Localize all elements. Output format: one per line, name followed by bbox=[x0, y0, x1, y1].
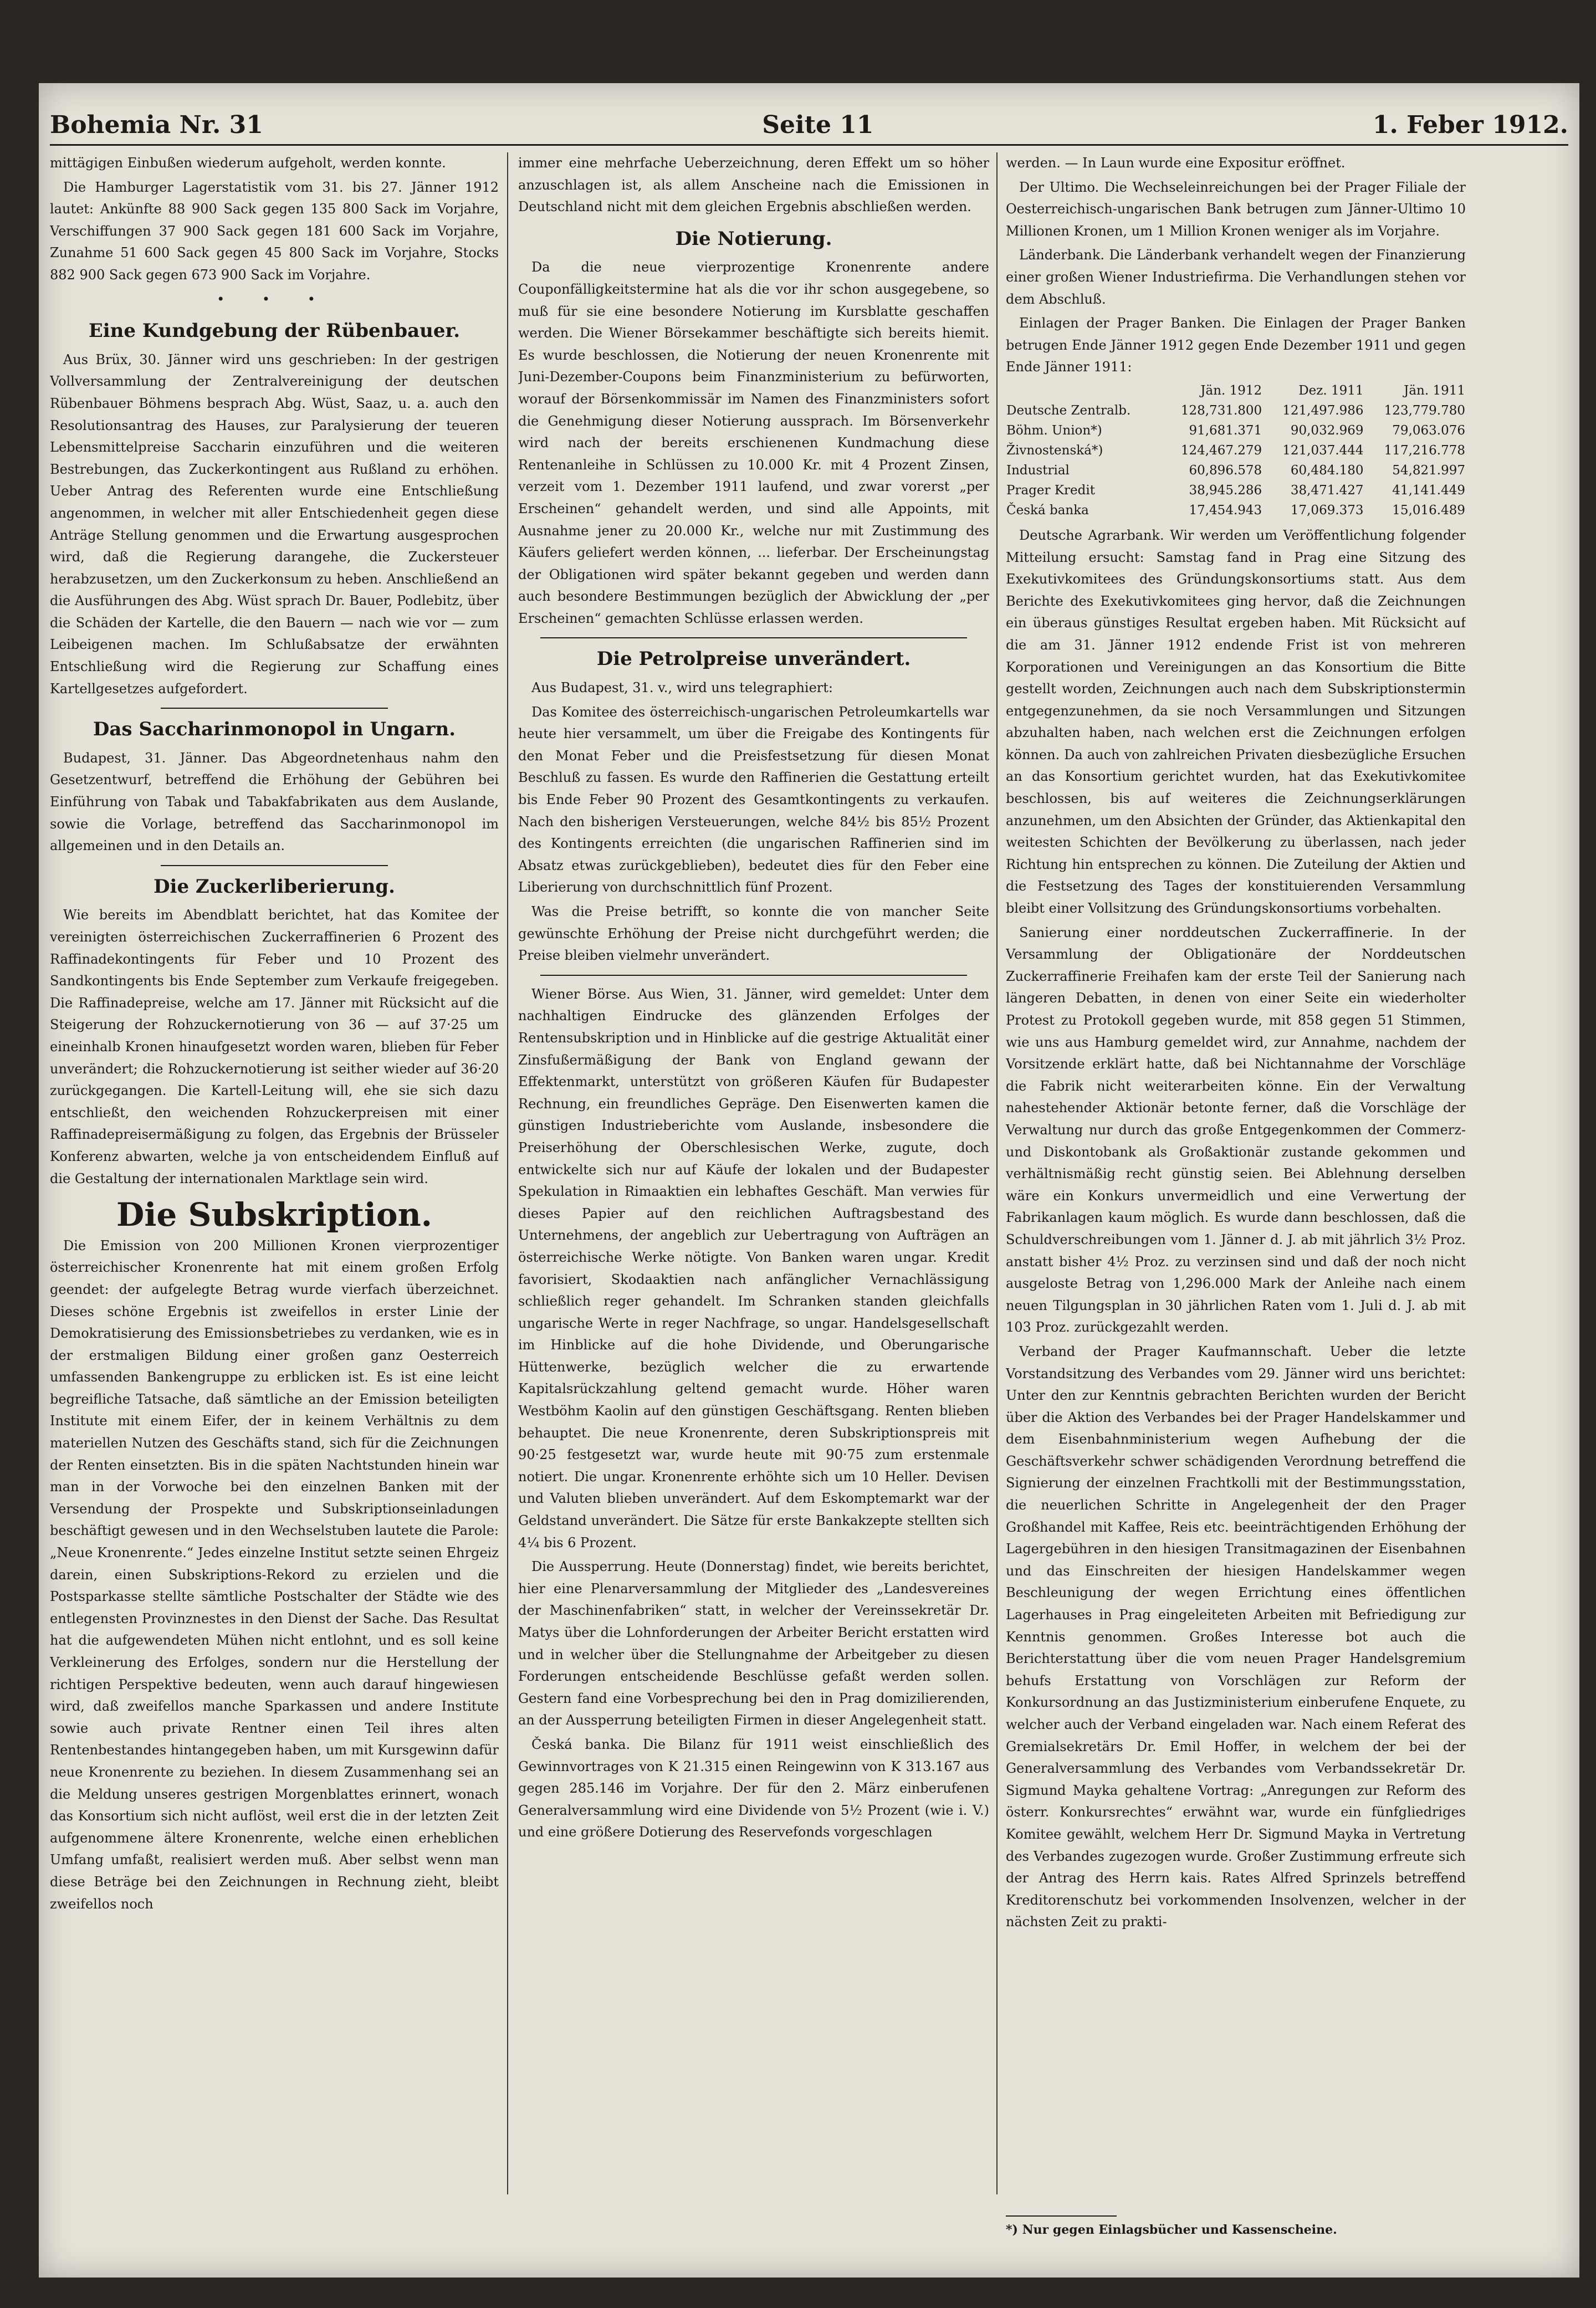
page-header bbox=[50, 105, 1568, 146]
article-text: Aus Budapest, 31. v., wird uns telegraphiert: bbox=[531, 680, 833, 696]
article-text: Der Ultimo. Die Wechseleinreichungen bei der Prager Filiale der Oesterreichisch-ungarischen Bank betrugen zum Jänner-Ultimo 10 Millionen Kronen, um 1 Million Kronen weniger als im Vorjahre. bbox=[1006, 179, 1466, 239]
table-cell: 38,945.286 bbox=[1189, 483, 1262, 498]
article-text: Budapest, 31. Jänner. Das Abgeordnetenhaus nahm den Gesetzentwurf, betreffend die Erhöhung der Gebühren bei Einführung von Tabak und Tabakfabrikaten aus dem Auslande, sowie die Vorlage, betreffend das Saccharinmonopol im allgemeinen und in den Details an. bbox=[50, 750, 499, 854]
article-text: mittägigen Einbußen wiederum aufgeholt, werden konnte. bbox=[50, 155, 446, 171]
column-2 bbox=[518, 152, 989, 2194]
article-text: immer eine mehrfache Ueberzeichnung, deren Effekt um so höher anzuschlagen ist, als allem Anscheine nach die Emissionen in Deutschland nicht mit dem gleichen Ergebnis abschließen werden. bbox=[518, 155, 989, 215]
table-cell: 15,016.489 bbox=[1392, 503, 1465, 518]
table-header-cell bbox=[1006, 381, 1161, 401]
divider bbox=[540, 637, 967, 638]
table-cell: 54,821.997 bbox=[1392, 463, 1465, 478]
headline: Das Saccharinmonopol in Ungarn. bbox=[93, 718, 456, 741]
article-text: Die Emission von 200 Millionen Kronen vierprozentiger österreichischer Kronenrente hat mit einem großen Erfolg geendet: der aufgelegte Betrag wurde vierfach überzeichnet. Dieses schöne Ergebnis ist zweifellos in erster Linie der Demokratisierung des Emissionsbetriebes zu verdanken, wie es in der erstmaligen Bildung einer großen ganz Oesterreich umfassenden Bankengruppe zu erblicken ist. Es ist eine leicht begreifliche Tatsache, daß sämtliche an der Emission beteiligten Institute mit einem Eifer, der in keinem Verhältnis zu dem materiellen Nutzen des Geschäfts stand, sich für die Zeichnungen der Renten einsetzten. Bis in die späten Nachtstunden hinein war man in der Vorwoche bei den einzelnen Banken mit der Versendung der Prospekte und Subskriptionseinladungen beschäftigt gewesen und in den Wechselstuben lautete die Parole: „Neue Kronenrente.“ Jedes einzelne Institut setzte seinen Ehrgeiz darein, einen Subskriptions-Rekord zu erzielen und die Postsparkasse stellte sämtliche Postschalter der Städte wie des entlegensten Provinznestes in den Dienst der Sache. Das Resultat hat die aufgewendeten Mühen nicht entlohnt, und es soll keine Verkleinerung des Erfolges, sondern nur die Herstellung der richtigen Perspektive bedeuten, wenn auch darauf hingewiesen wird, daß zweifellos manche Sparkassen und andere Institute sowie auch private Rentner einen Teil ihres alten Rentenbestandes hintangegeben haben, um mit Kursgewinn dafür neue Kronenrente zu beziehen. In diesem Zusammenhang sei an die Meldung unseres gestrigen Morgenblattes erinnert, wonach das Konsortium sich nicht auflöst, weil erst die in der letzten Zeit aufgenommene ältere Kronenrente, welche einen erheblichen Umfang umfaßt, realisiert werden muß. Aber selbst wenn man diese Beträge bei den Zeichnungen in Rechnung zieht, bleibt zweifellos noch bbox=[50, 1237, 499, 1912]
table-cell: 91,681.371 bbox=[1189, 423, 1262, 438]
table-cell: 117,216.778 bbox=[1384, 443, 1465, 458]
table-cell: 17,454.943 bbox=[1189, 503, 1262, 518]
header-date: 1. Feber 1912. bbox=[1372, 110, 1568, 139]
article-text: Einlagen der Prager Banken. Die Einlagen der Prager Banken betrugen Ende Jänner 1912 gegen Ende Dezember 1911 und gegen Ende Jänner 1911: bbox=[1006, 315, 1466, 375]
bank-name: Deutsche Zentralb. bbox=[1006, 403, 1131, 418]
headline-large: Die Subskription. bbox=[116, 1196, 432, 1234]
header-page-number: Seite 11 bbox=[762, 110, 874, 139]
article-text: Česká banka. Die Bilanz für 1911 weist einschließlich des Gewinnvortrages von K 21.315 einen Reingewinn von K 313.167 aus gegen 285.146 im Vorjahre. Der für den 2. März einberufenen Generalversammlung wird eine Dividende von 5½ Prozent (wie i. V.) und eine größere Dotierung des Reservefonds vorgeschlagen bbox=[518, 1736, 989, 1840]
section-separator: • • • bbox=[217, 291, 332, 307]
table-cell: 121,037.444 bbox=[1282, 443, 1364, 458]
footnote-rule bbox=[1006, 2215, 1117, 2217]
table-row bbox=[1006, 421, 1466, 441]
bank-name: Prager Kredit bbox=[1006, 483, 1095, 498]
header-paper-issue: Bohemia Nr. 31 bbox=[50, 110, 263, 139]
article-text: Verband der Prager Kaufmannschaft. Ueber die letzte Vorstandsitzung des Verbandes vom 29. Jänner wird uns berichtet: Unter den zur Kenntnis gebrachten Berichten wurden der Bericht über die Aktion des Verbandes bei der Prager Handelskammer und dem Eisenbahnministerium wegen Aufhebung der die Geschäftsverkehr schwer schädigenden Verordnung betreffend die Signierung der einzelnen Frachtkolli mit der Bestimmungsstation, die neuerlichen Schritte in Angelegenheit der den Prager Großhandel mit Kaffee, Reis etc. beeinträchtigenden Erhöhung der Lagergebühren in den hiesigen Transitmagazinen der Eisenbahnen und das Einschreiten der hiesigen Handelskammer wegen Beschleunigung der wegen Errichtung eines öffentlichen Lagerhauses in Prag eingeleiteten Arbeiten mit Befriedigung zur Kenntnis genommen. Großes Interesse bot auch die Berichterstattung über die vom neuen Prager Handelsgremium behufs Erstattung von Vorschlägen zur Reform der Konkursordnung an das Justizministerium einberufene Enquete, zu welcher auch der Verband eingeladen war. Nach einem Referat des Gremialsekretärs Dr. Emil Hoffer, in welchem der bei der Generalversammlung des Verbandes vom Verbandssekretär Dr. Sigmund Mayka gehaltene Vortrag: „Anregungen zur Reform des österr. Konkursrechtes“ erwähnt war, wurde ein fünfgliedriges Komitee gewählt, welchem Herr Dr. Sigmund Mayka in Vertretung des Verbandes zugezogen wurde. Großer Zustimmung erfreute sich der Antrag des Herrn kais. Rates Alfred Sprinzels betreffend Kreditorenschutz bei vorkommenden Insolvenzen, welcher in der nächsten Zeit zu prakti- bbox=[1006, 1343, 1466, 1930]
article-text: Länderbank. Die Länderbank verhandelt wegen der Finanzierung einer großen Wiener Industriefirma. Die Verhandlungen stehen vor dem Abschluß. bbox=[1006, 247, 1466, 307]
article-text: werden. — In Laun wurde eine Expositur eröffnet. bbox=[1006, 155, 1346, 171]
table-row bbox=[1006, 441, 1466, 460]
article-text: Da die neue vierprozentige Kronenrente andere Couponfälligkeitstermine hat als die vor ihr schon ausgegebene, so muß für sie eine besondere Notierung im Kursblatte geschaffen werden. Die Wiener Börsekammer beschäftigte sich bereits hiemit. Es wurde beschlossen, die Notierung der neuen Kronenrente mit Juni-Dezember-Coupons beim Finanzministerium zu befürworten, worauf der Börsenkommissär im Namen des Finanzministers sofort die Genehmigung dieser Notierung aussprach. Im Börsenverkehr wird nach der bereits erschienenen Kundmachung diese Rentenanleihe in Schlüssen zu 10.000 Kr. mit 4 Prozent Zinsen, verzeit vom 1. Dezember 1911 laufend, und zwar vorerst „per Erscheinen“ gehandelt werden, und sind alle Appoints, mit Ausnahme jener zu 20.000 Kr., welche nur mit Zustimmung des Käufers geliefert werden können, ... lieferbar. Der Erscheinungstag der Obligationen wird später bekannt gegeben und werden dann auch besondere Bestimmungen bezüglich der Abwicklung der „per Erscheinen“ gemachten Schlüsse erlassen werden. bbox=[518, 259, 989, 626]
subheadline: Die Notierung. bbox=[675, 227, 832, 250]
table-row bbox=[1006, 401, 1466, 421]
table-cell: 38,471.427 bbox=[1290, 483, 1364, 498]
table-cell: 121,497.986 bbox=[1282, 403, 1364, 418]
article-text: Aus Brüx, 30. Jänner wird uns geschrieben: In der gestrigen Vollversammlung der Zentralvereinigung der deutschen Rübenbauer Böhmens besprach Abg. Wüst, Saaz, u. a. auch den Resolutionsantrag des Hauses, zur Paralysierung der teueren Lebensmittelpreise Saccharin einzuführen und die weiteren Bestrebungen, das Zuckerkontingent aus Rußland zu erhöhen. Ueber Antrag des Referenten wurde eine Entschließung angenommen, in welcher mit aller Entschiedenheit gegen diese Anträge Stellung genommen und die Erwartung ausgesprochen wird, daß die Regierung darangehe, die Zuckersteuer herabzusetzen, um den Zuckerkonsum zu heben. Anschließend an die Ausführungen des Abg. Wüst sprach Dr. Bauer, Podlebitz, über die Schäden der Kartelle, die den Bauern — nach wie vor — zum Leibeigenen machen. Im Schlußabsatze der erwähnten Entschließung wird die Regierung zur Schaffung eines Kartellgesetzes aufgefordert. bbox=[50, 351, 499, 697]
article-text: Die Hamburger Lagerstatistik vom 31. bis 27. Jänner 1912 lautet: Ankünfte 88 900 Sack gegen 135 800 Sack im Vorjahre, Verschiffungen 37 900 Sack gegen 181 600 Sack im Vorjahre, Zunahme 51 600 Sack gegen 45 800 Sack im Vorjahre, Stocks 882 900 Sack gegen 673 900 Sack im Vorjahre. bbox=[50, 179, 499, 283]
table-cell: 123,779.780 bbox=[1384, 403, 1465, 418]
article-text: Was die Preise betrifft, so konnte die von mancher Seite gewünschte Erhöhung der Preise nicht durchgeführt werden; die Preise bleiben vielmehr unverändert. bbox=[518, 904, 989, 964]
column-1 bbox=[50, 152, 499, 2194]
article-text: Die Aussperrung. Heute (Donnerstag) findet, wie bereits berichtet, hier eine Plenarversammlung der Mitglieder des „Landesvereines der Maschinenfabriken“ statt, in welcher der Vereinssekretär Dr. Matys über die Lohnforderungen der Arbeiter Bericht erstatten wird und in welcher über die Stellungnahme der Arbeitgeber zu diesen Forderungen entscheidende Beschlüsse gefaßt werden sollen. Gestern fand eine Vorbesprechung bei den in Prag domizilierenden, an der Aussperrung beteiligten Firmen in dieser Angelegenheit statt. bbox=[518, 1559, 989, 1728]
table-cell: 17,069.373 bbox=[1290, 503, 1364, 518]
column-divider bbox=[507, 152, 508, 2194]
table-cell: 124,467.279 bbox=[1180, 443, 1262, 458]
bank-name: Česká banka bbox=[1006, 503, 1089, 518]
article-text: Sanierung einer norddeutschen Zuckerraffinerie. In der Versammlung der Obligationäre der Norddeutschen Zuckerraffinerie Freihafen kam der erste Teil der Sanierung nach längeren Debatten, in denen von einer Seite ein wiederholter Protest zu Protokoll gegeben wurde, mit 858 gegen 51 Stimmen, wie uns aus Hamburg gemeldet wird, zur Annahme, nachdem der Vorsitzende erklärt hatte, daß bei Nichtannahme der Vorschläge die Fabrik nicht weiterarbeiten könne. Ein der Verwaltung nahestehender Aktionär betonte ferner, daß die Vorschläge der Verwaltung nur durch das große Entgegenkommen der Commerz- und Diskontobank als Großaktionär zustande gekommen und verhältnismäßig recht günstig seien. Bei Ablehnung derselben wäre ein Konkurs unvermeidlich und eine Verwertung der Fabrikanlagen kaum möglich. Es wurde dann beschlossen, daß die Schuldverschreibungen vom 1. Jänner d. J. ab mit jährlich 3½ Proz. anstatt bisher 4½ Proz. zu verzinsen sind und daß der noch nicht ausgeloste Betrag von 1,296.000 Mark der Anleihe nach einem neuen Tilgungsplan in 30 jährlichen Raten vom 1. Juli d. J. ab mit 103 Proz. zurückgezahlt werden. bbox=[1006, 924, 1466, 1335]
divider bbox=[540, 975, 967, 976]
headline: Die Petrolpreise unverändert. bbox=[596, 648, 911, 671]
table-row bbox=[1006, 480, 1466, 500]
headline: Eine Kundgebung der Rübenbauer. bbox=[88, 320, 461, 342]
article-text: Wiener Börse. Aus Wien, 31. Jänner, wird gemeldet: Unter dem nachhaltigen Eindrucke des glänzenden Erfolges der Rentensubskription und in Hinblicke auf die gestrige Aktualität einer Zinsfußermäßigung der Bank von England gewann der Effektenmarkt, unterstützt von größeren Käufen für Budapester Rechnung, ein freundliches Gepräge. Den Eisenwerten kamen die günstigen Industrieberichte vom Auslande, insbesondere die Preiserhöhung der Oberschlesischen Werke, zugute, doch entwickelte sich nur auf Käufe der lokalen und der Budapester Spekulation in Rimaaktien ein lebhaftes Geschäft. Man verwies für dieses Papier auf den reichlichen Auftragsbestand des Unternehmens, der angeblich zur Uebertragung von Aufträgen an österreichische Werke nötigte. Von Banken waren ungar. Kredit favorisiert, Skodaaktien nach anfänglicher Vernachlässigung schließlich reger gehandelt. Im Schranken standen gleichfalls ungarische Werte in reger Nachfrage, so ungar. Handelsgesellschaft im Hinblicke auf die hohe Dividende, und Oberungarische Hüttenwerke, bezüglich welcher die zu erwartende Kapitalsrückzahlung geltend gemacht wurde. Höher waren Westböhm Kaolin auf den günstigen Geschäftsgang. Renten blieben behauptet. Die neue Kronenrente, deren Subskriptionspreis mit 90·25 festgesetzt war, wurde heute mit 90·75 zum erstenmale notiert. Die ungar. Kronenrente erhöhte sich um 10 Heller. Devisen und Valuten blieben unverändert. Auf dem Eskomptemarkt war der Geldstand unverändert. Die Sätze für erste Bankakzepte stellten sich 4¼ bis 6 Prozent. bbox=[518, 986, 989, 1550]
table-header-row bbox=[1006, 381, 1466, 401]
article-text: Deutsche Agrarbank. Wir werden um Veröffentlichung folgender Mitteilung ersucht: Samstag fand in Prag eine Sitzung des Exekutivkomitees des Gründungskonsortiums statt. Aus dem Berichte des Exekutivkomitees ging hervor, daß die Zeichnungen ein überaus günstiges Resultat ergeben haben. Mit Rücksicht auf die am 31. Jänner 1912 endende Frist ist von mehreren Korporationen und Vereinigungen an das Konsortium die Bitte gestellt worden, Zeichnungen auch nach dem Subskriptionstermin entgegenzunehmen, da sie noch Versammlungen und Sitzungen abzuhalten haben, nach welchen erst die Zeichnungen erfolgen können. Da auch von zahlreichen Privaten diesbezügliche Ersuchen an das Konsortium gerichtet wurden, hat das Exekutivkomitee beschlossen, bis auf weiteres die Zeichnungserklärungen anzunehmen, um den Absichten der Gründer, das Aktienkapital den weitesten Schichten der Bevölkerung zu überlassen, nach jeder Richtung hin entsprechen zu können. Die Zuteilung der Aktien und die Festsetzung des Tages der konstituierenden Versammlung bleibt einer Vollsitzung des Gründungskonsortiums vorbehalten. bbox=[1006, 527, 1466, 917]
bank-name: Industrial bbox=[1006, 463, 1070, 478]
divider bbox=[161, 865, 388, 866]
table-cell: 60,484.180 bbox=[1290, 463, 1364, 478]
table-cell: 128,731.800 bbox=[1180, 403, 1262, 418]
table-header-cell: Dez. 1911 bbox=[1298, 383, 1364, 398]
newspaper-page bbox=[39, 83, 1579, 2278]
divider bbox=[161, 708, 388, 709]
bank-name: Živnostenská*) bbox=[1006, 443, 1103, 458]
article-text: Wie bereits im Abendblatt berichtet, hat das Komitee der vereinigten österreichischen Zuckerraffinerien 6 Prozent des Raffinadekontingents für Feber und 10 Prozent des Sandkontingents bis Ende September zum Verkaufe freigegeben. Die Raffinadepreise, welche am 17. Jänner mit Rücksicht auf die Steigerung der Rohzuckernotierung von 36 — auf 37·25 um eineinhalb Kronen hinaufgesetzt worden waren, blieben für Feber unverändert; die Rohzuckernotierung ist seither wieder auf 36·20 zurückgegangen. Die Kartell-Leitung will, ehe sie sich dazu entschließt, den weichenden Rohzuckerpreisen mit einer Raffinadepreisermäßigung zu folgen, das Ergebnis der Brüsseler Konferenz abwarten, welche ja von entscheidendem Einfluß auf die Gestaltung der internationalen Marktlage sein wird. bbox=[50, 907, 499, 1186]
table-header-cell: Jän. 1912 bbox=[1200, 383, 1262, 398]
deposits-table bbox=[1006, 381, 1466, 520]
column-3 bbox=[1006, 152, 1466, 2194]
table-header-cell: Jän. 1911 bbox=[1404, 383, 1465, 398]
table-cell: 90,032.969 bbox=[1290, 423, 1364, 438]
column-divider bbox=[996, 152, 998, 2194]
article-text: Das Komitee des österreichisch-ungarischen Petroleumkartells war heute hier versammelt, um über die Freigabe des Kontingents für den Monat Feber und die Preisfestsetzung für diesen Monat Beschluß zu fassen. Es wurde den Raffinerien die Gestattung erteilt bis Ende Feber 90 Prozent des Gesamtkontingents zu verkaufen. Nach den bisherigen Versteuerungen, welche 84½ bis 85½ Prozent des Kontingents erreichten (die ungarischen Raffinerien sind im Absatz etwas zurückgeblieben), bedeutet dies für den Feber eine Liberierung von durchschnittlich fünf Prozent. bbox=[518, 704, 989, 895]
table-row bbox=[1006, 500, 1466, 520]
table-cell: 60,896.578 bbox=[1189, 463, 1262, 478]
headline: Die Zuckerliberierung. bbox=[154, 875, 395, 898]
bank-name: Böhm. Union*) bbox=[1006, 423, 1102, 438]
footnote: *) Nur gegen Einlagsbücher und Kassenscheine. bbox=[1006, 2223, 1337, 2237]
table-cell: 79,063.076 bbox=[1392, 423, 1465, 438]
table-row bbox=[1006, 460, 1466, 480]
table-cell: 41,141.449 bbox=[1392, 483, 1465, 498]
